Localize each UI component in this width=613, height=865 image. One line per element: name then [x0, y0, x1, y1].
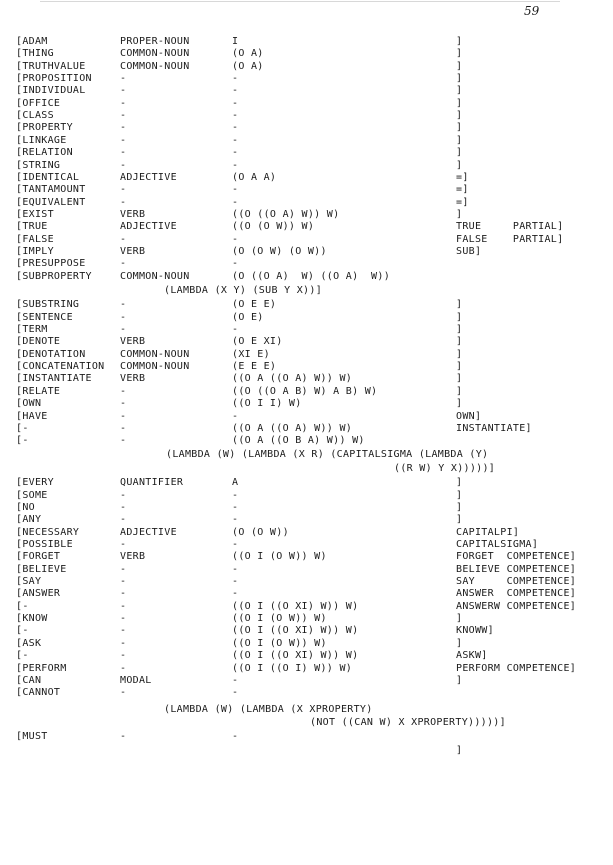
- entry-word: [-: [16, 435, 29, 447]
- entry-cat: -: [120, 184, 127, 196]
- entry-type: ((O (O W)) W): [232, 221, 315, 233]
- entry-cat: VERB: [120, 336, 146, 348]
- continuation-line: (LAMBDA (W) (LAMBDA (X XPROPERTY): [164, 703, 373, 715]
- entry-cat: COMMON-NOUN: [120, 348, 190, 360]
- entry-word: [ADAM: [16, 36, 48, 47]
- entry-word: [RELATION: [16, 147, 73, 159]
- entry-type: ((O I (O W)) W): [232, 613, 327, 625]
- entry-sem: ASKW]: [456, 650, 488, 662]
- entry-type: (O E XI): [232, 336, 283, 348]
- lexicon-entry: [0, 502, 613, 514]
- lexicon-entry: [0, 209, 613, 221]
- entry-word: [PROPOSITION: [16, 73, 92, 85]
- lexicon-entry: [0, 663, 613, 675]
- entry-type: -: [232, 489, 239, 501]
- lexicon-entry: [0, 675, 613, 687]
- scan-edge-line: [40, 1, 560, 2]
- lexicon-entry: [0, 184, 613, 196]
- entry-cat: -: [120, 398, 127, 410]
- lexicon-entry: [0, 625, 613, 637]
- entry-word: [HAVE: [16, 410, 48, 422]
- entry-sem: ]: [456, 208, 463, 220]
- entry-word: [LINKAGE: [16, 134, 67, 146]
- entry-word: [SUBSTRING: [16, 299, 80, 311]
- entry-word: [TANTAMOUNT: [16, 184, 86, 196]
- entry-cat: ADJECTIVE: [120, 526, 177, 538]
- entry-cat: -: [120, 539, 127, 550]
- entry-cat: -: [120, 134, 127, 146]
- entry-cat: -: [120, 85, 127, 97]
- entry-type: (O A A): [232, 171, 277, 183]
- entry-cat: -: [120, 299, 127, 311]
- entry-cat: -: [120, 576, 127, 588]
- entry-cat: -: [120, 563, 127, 575]
- lexicon-entry: [0, 73, 613, 85]
- entry-sem: ]: [456, 147, 463, 159]
- entry-type: -: [232, 324, 239, 336]
- entry-sem: ]: [456, 134, 463, 146]
- entry-cat: VERB: [120, 245, 146, 257]
- entry-sem: ]: [456, 311, 463, 323]
- entry-type: ((O A ((O A) W)) W): [232, 373, 353, 385]
- entry-type: -: [232, 576, 239, 588]
- entry-word: [PRESUPPOSE: [16, 258, 86, 270]
- entry-cat: -: [120, 258, 127, 270]
- entry-cat: -: [120, 110, 127, 122]
- entry-cat: -: [120, 625, 127, 637]
- entry-word: [IDENTICAL: [16, 171, 80, 183]
- continuation-line: (LAMBDA (X Y) (SUB Y X))]: [164, 285, 323, 296]
- lexicon-entry: [0, 36, 613, 48]
- entry-sem: CAPITALPI]: [456, 526, 520, 538]
- entry-type: -: [232, 134, 239, 146]
- entry-sem: ]: [456, 637, 463, 649]
- entry-word: [NO: [16, 501, 35, 513]
- lexicon-entry: [0, 110, 613, 122]
- entry-cat: -: [120, 501, 127, 513]
- lexicon-entry: [0, 122, 613, 134]
- page-number: 59: [524, 4, 540, 18]
- entry-cat: -: [120, 637, 127, 649]
- entry-cat: -: [120, 422, 127, 434]
- lexicon-entry: [0, 246, 613, 258]
- entry-sem: ]: [456, 36, 463, 47]
- entry-word: [-: [16, 600, 29, 612]
- lexicon-entry: [0, 336, 613, 348]
- entry-type: (O ((O A) W) ((O A) W)): [232, 270, 391, 282]
- lexicon-entry: [0, 613, 613, 625]
- entry-word: [SUBPROPERTY: [16, 270, 92, 282]
- continuation-line: ((R W) Y X)))))]: [394, 462, 496, 474]
- lexicon-entry: [0, 687, 613, 699]
- entry-sem: BELIEVE COMPETENCE]: [456, 563, 577, 575]
- entry-word: [ANSWER: [16, 588, 61, 600]
- entry-word: [THING: [16, 48, 54, 60]
- entry-word: [RELATE: [16, 385, 61, 397]
- entry-cat: PROPER-NOUN: [120, 36, 190, 47]
- entry-sem: ]: [456, 97, 463, 109]
- entry-word: [-: [16, 625, 29, 637]
- entry-type: -: [232, 731, 239, 743]
- lexicon-entry: [0, 324, 613, 336]
- entry-word: [PROPERTY: [16, 122, 73, 134]
- entry-word: [TERM: [16, 324, 48, 336]
- entry-word: [OFFICE: [16, 97, 61, 109]
- lexicon-entry: [0, 551, 613, 563]
- entry-type: -: [232, 410, 239, 422]
- entry-word: [EQUIVALENT: [16, 196, 86, 208]
- lexicon-entry: [0, 135, 613, 147]
- entry-type: -: [232, 539, 239, 550]
- entry-word: [FALSE: [16, 233, 54, 245]
- entry-word: [ASK: [16, 637, 42, 649]
- lexicon-entry: [0, 411, 613, 423]
- entry-cat: -: [120, 311, 127, 323]
- entry-word: [DENOTATION: [16, 348, 86, 360]
- entry-sem: ANSWERW COMPETENCE]: [456, 600, 577, 612]
- entry-sem: OWN]: [456, 410, 482, 422]
- entry-cat: COMMON-NOUN: [120, 60, 190, 72]
- entry-cat: -: [120, 687, 127, 699]
- entry-cat: -: [120, 650, 127, 662]
- entry-cat: -: [120, 662, 127, 674]
- entry-type: ((O I ((O XI) W)) W): [232, 625, 359, 637]
- entry-type: ((O ((O A) W)) W): [232, 208, 340, 220]
- lexicon-entry: [0, 271, 613, 283]
- entry-type: -: [232, 184, 239, 196]
- lexicon-entry: [0, 386, 613, 398]
- entry-type: ((O I ((O XI) W)) W): [232, 650, 359, 662]
- entry-word: [CLASS: [16, 110, 54, 122]
- entry-type: -: [232, 501, 239, 513]
- lexicon-entry: [0, 398, 613, 410]
- entry-word: [CAN: [16, 674, 42, 686]
- entry-type: -: [232, 85, 239, 97]
- lexicon-entry: [0, 576, 613, 588]
- lexicon-entry: [0, 160, 613, 172]
- entry-type: -: [232, 687, 239, 699]
- entry-sem: ]: [456, 60, 463, 72]
- entry-type: (O A): [232, 60, 264, 72]
- entry-type: -: [232, 73, 239, 85]
- entry-cat: VERB: [120, 551, 146, 563]
- lexicon-entry: [0, 349, 613, 361]
- entry-cat: -: [120, 159, 127, 171]
- lexicon-entry: [0, 373, 613, 385]
- entry-sem: =]: [456, 171, 469, 183]
- continuation-line: ]: [456, 744, 463, 756]
- entry-sem: ]: [456, 613, 463, 625]
- entry-word: [CONCATENATION: [16, 361, 105, 373]
- entry-cat: -: [120, 600, 127, 612]
- entry-sem: ]: [456, 299, 463, 311]
- entry-sem: SUB]: [456, 245, 482, 257]
- entry-cat: -: [120, 147, 127, 159]
- entry-type: -: [232, 110, 239, 122]
- entry-word: [SENTENCE: [16, 311, 73, 323]
- lexicon-entry: [0, 312, 613, 324]
- entry-sem: ]: [456, 348, 463, 360]
- lexicon-entry: [0, 258, 613, 270]
- entry-sem: ]: [456, 122, 463, 134]
- entry-cat: QUANTIFIER: [120, 477, 184, 489]
- entry-type: ((O I ((O XI) W)) W): [232, 600, 359, 612]
- entry-type: -: [232, 588, 239, 600]
- entry-type: -: [232, 122, 239, 134]
- entry-word: [INSTANTIATE: [16, 373, 92, 385]
- entry-type: ((O I (O W)) W): [232, 637, 327, 649]
- entry-word: [MUST: [16, 731, 48, 743]
- entry-type: ((O I (O W)) W): [232, 551, 327, 563]
- entry-word: [DENOTE: [16, 336, 61, 348]
- entry-word: [TRUE: [16, 221, 48, 233]
- lexicon-entry: [0, 514, 613, 526]
- entry-type: -: [232, 196, 239, 208]
- lexicon-entry: [0, 601, 613, 613]
- lexicon-entry: [0, 85, 613, 97]
- entry-cat: -: [120, 514, 127, 526]
- entry-cat: -: [120, 410, 127, 422]
- entry-word: [IMPLY: [16, 245, 54, 257]
- entry-word: [EXIST: [16, 208, 54, 220]
- entry-type: (O (O W)): [232, 526, 289, 538]
- entry-type: ((O ((O A B) W) A B) W): [232, 385, 378, 397]
- entry-cat: -: [120, 613, 127, 625]
- entry-word: [PERFORM: [16, 662, 67, 674]
- entry-sem: ANSWER COMPETENCE]: [456, 588, 577, 600]
- lexicon-entry: [0, 172, 613, 184]
- entry-word: [POSSIBLE: [16, 539, 73, 550]
- entry-sem: CAPITALSIGMA]: [456, 539, 539, 550]
- lexicon-entry: [0, 361, 613, 373]
- entry-sem: ]: [456, 159, 463, 171]
- entry-cat: -: [120, 731, 127, 743]
- entry-type: (O E E): [232, 299, 277, 311]
- entry-word: [ANY: [16, 514, 42, 526]
- entry-cat: -: [120, 435, 127, 447]
- entry-sem: TRUE PARTIAL]: [456, 221, 564, 233]
- entry-cat: COMMON-NOUN: [120, 48, 190, 60]
- entry-sem: PERFORM COMPETENCE]: [456, 662, 577, 674]
- lexicon-entry: [0, 221, 613, 233]
- entry-sem: ]: [456, 48, 463, 60]
- entry-word: [FORGET: [16, 551, 61, 563]
- entry-cat: -: [120, 97, 127, 109]
- entry-sem: INSTANTIATE]: [456, 422, 532, 434]
- lexicon-entry: [0, 197, 613, 209]
- entry-sem: ]: [456, 361, 463, 373]
- entry-sem: ]: [456, 85, 463, 97]
- entry-type: -: [232, 97, 239, 109]
- lexicon-entry: [0, 731, 613, 743]
- entry-type: -: [232, 233, 239, 245]
- entry-sem: SAY COMPETENCE]: [456, 576, 577, 588]
- entry-cat: VERB: [120, 208, 146, 220]
- entry-sem: FALSE PARTIAL]: [456, 233, 564, 245]
- entry-type: ((O I I) W): [232, 398, 302, 410]
- entry-word: [BELIEVE: [16, 563, 67, 575]
- entry-sem: ]: [456, 110, 463, 122]
- entry-sem: ]: [456, 489, 463, 501]
- lexicon-entry: [0, 650, 613, 662]
- continuation-line: (LAMBDA (W) (LAMBDA (X R) (CAPITALSIGMA (LAMBDA (Y): [166, 448, 489, 460]
- entry-word: [KNOW: [16, 613, 48, 625]
- entry-word: [-: [16, 422, 29, 434]
- entry-sem: =]: [456, 196, 469, 208]
- lexicon-entry: [0, 477, 613, 489]
- lexicon-entry: [0, 490, 613, 502]
- entry-sem: KNOWW]: [456, 625, 494, 637]
- entry-type: A: [232, 477, 239, 489]
- entry-word: [-: [16, 650, 29, 662]
- entry-word: [SOME: [16, 489, 48, 501]
- entry-word: [TRUTHVALUE: [16, 60, 86, 72]
- entry-sem: ]: [456, 398, 463, 410]
- entry-sem: ]: [456, 674, 463, 686]
- entry-cat: -: [120, 233, 127, 245]
- entry-type: (O (O W) (O W)): [232, 245, 327, 257]
- entry-sem: ]: [456, 73, 463, 85]
- entry-word: [STRING: [16, 159, 61, 171]
- entry-cat: -: [120, 122, 127, 134]
- entry-type: (XI E): [232, 348, 270, 360]
- entry-type: -: [232, 159, 239, 171]
- entry-type: -: [232, 563, 239, 575]
- entry-sem: =]: [456, 184, 469, 196]
- entry-cat: ADJECTIVE: [120, 221, 177, 233]
- entry-type: (O A): [232, 48, 264, 60]
- entry-type: -: [232, 514, 239, 526]
- entry-cat: MODAL: [120, 674, 152, 686]
- lexicon-entry: [0, 527, 613, 539]
- entry-cat: -: [120, 73, 127, 85]
- lexicon-entry: [0, 423, 613, 435]
- entry-type: ((O I ((O I) W)) W): [232, 662, 353, 674]
- lexicon-entry: [0, 48, 613, 60]
- entry-type: I: [232, 36, 239, 47]
- entry-sem: ]: [456, 385, 463, 397]
- entry-cat: -: [120, 196, 127, 208]
- lexicon-entry: [0, 234, 613, 246]
- lexicon-entry: [0, 98, 613, 110]
- entry-type: ((O A ((O B A) W)) W): [232, 435, 365, 447]
- entry-cat: ADJECTIVE: [120, 171, 177, 183]
- entry-type: (E E E): [232, 361, 277, 373]
- entry-sem: ]: [456, 373, 463, 385]
- lexicon-entry: [0, 61, 613, 73]
- entry-sem: ]: [456, 324, 463, 336]
- entry-cat: VERB: [120, 373, 146, 385]
- lexicon-entry: [0, 299, 613, 311]
- entry-cat: -: [120, 324, 127, 336]
- entry-word: [EVERY: [16, 477, 54, 489]
- entry-type: (O E): [232, 311, 264, 323]
- entry-type: -: [232, 258, 239, 270]
- entry-type: -: [232, 674, 239, 686]
- entry-type: ((O A ((O A) W)) W): [232, 422, 353, 434]
- entry-sem: ]: [456, 477, 463, 489]
- lexicon-entry: [0, 539, 613, 551]
- lexicon-entry: [0, 638, 613, 650]
- entry-cat: -: [120, 489, 127, 501]
- lexicon-entry: [0, 588, 613, 600]
- entry-sem: ]: [456, 514, 463, 526]
- entry-sem: ]: [456, 336, 463, 348]
- entry-cat: -: [120, 588, 127, 600]
- entry-sem: ]: [456, 501, 463, 513]
- lexicon-entry: [0, 147, 613, 159]
- entry-sem: FORGET COMPETENCE]: [456, 551, 577, 563]
- entry-word: [SAY: [16, 576, 42, 588]
- entry-cat: COMMON-NOUN: [120, 361, 190, 373]
- entry-word: [OWN: [16, 398, 42, 410]
- entry-cat: -: [120, 385, 127, 397]
- entry-type: -: [232, 147, 239, 159]
- entry-cat: COMMON-NOUN: [120, 270, 190, 282]
- entry-word: [NECESSARY: [16, 526, 80, 538]
- continuation-line: (NOT ((CAN W) X XPROPERTY)))))]: [310, 716, 506, 728]
- entry-word: [CANNOT: [16, 687, 61, 699]
- lexicon-entry: [0, 435, 613, 447]
- entry-word: [INDIVIDUAL: [16, 85, 86, 97]
- lexicon-entry: [0, 564, 613, 576]
